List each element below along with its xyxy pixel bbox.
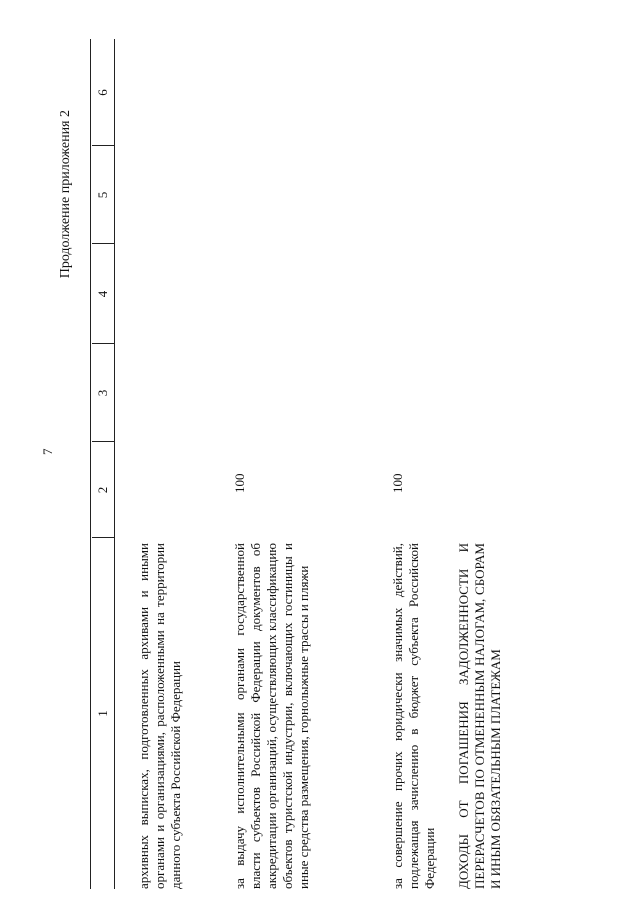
row-value: 100 xyxy=(232,473,247,493)
column-header-4: 4 xyxy=(92,243,114,344)
column-header-2: 2 xyxy=(92,441,114,538)
row-description: за выдачу исполнительными органами государственной власти субъектов Российской Федерации документов об аккредитации организаций, осуществляющих классификацию объектов туристской индустрии, включающих гостиницы и иные средства размещения, горнолыжные трассы и пляжи xyxy=(232,543,311,889)
column-header-1: 1 xyxy=(92,537,114,889)
column-header-3: 3 xyxy=(92,343,114,442)
row-description: за совершение прочих юридически значимых действий, подлежащая зачислению в бюджет субъекта Российской Федерации xyxy=(390,543,437,889)
column-header-6: 6 xyxy=(95,89,110,96)
table-header-top-border xyxy=(90,39,91,889)
row-description: архивных выписках, подготовленных архивами и иными органами и организациями, расположенными на территории данного субъекта Российской Федерации xyxy=(136,543,183,889)
column-header-5: 5 xyxy=(92,145,114,244)
continuation-label: Продолжение приложения 2 xyxy=(58,110,73,279)
row-value: 100 xyxy=(390,473,405,493)
page-number: 7 xyxy=(40,448,55,455)
table-header-bottom-border xyxy=(114,39,115,889)
row-description: ДОХОДЫ ОТ ПОГАШЕНИЯ ЗАДОЛЖЕННОСТИ И ПЕРЕРАСЧЕТОВ ПО ОТМЕНЕННЫМ НАЛОГАМ, СБОРАМ И ИНЫМ ОБЯЗАТЕЛЬНЫМ ПЛАТЕЖАМ xyxy=(456,543,503,889)
